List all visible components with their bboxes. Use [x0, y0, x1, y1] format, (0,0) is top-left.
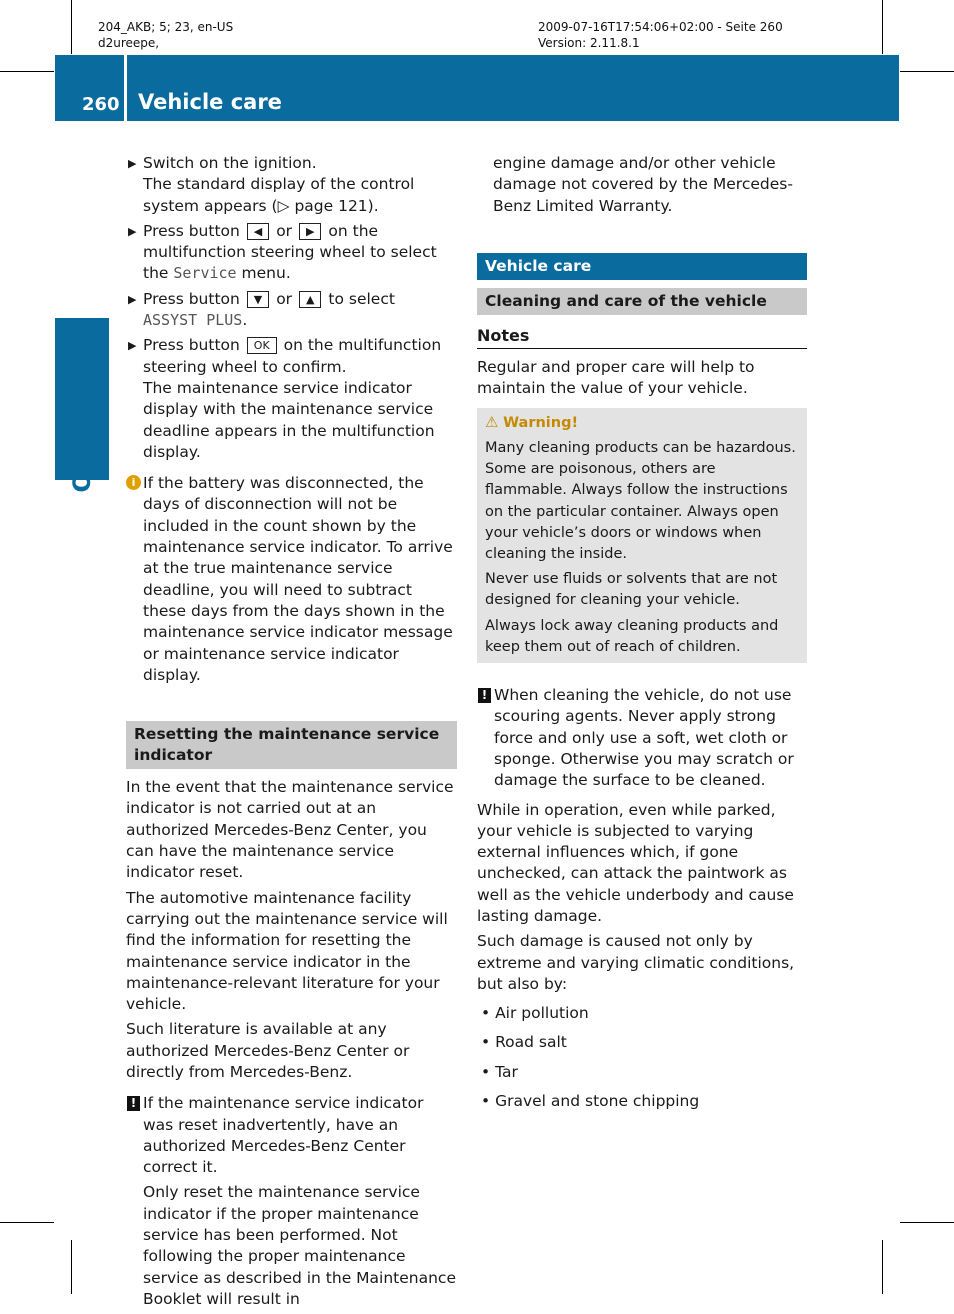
list-item: • Gravel and stone chipping: [481, 1092, 700, 1111]
section-heading-vehicle-care: Vehicle care: [477, 253, 807, 280]
info-text: If the battery was disconnected, the days of disconnection will not be included in the count shown by the maintenance service indicator. To arrive at the true maintenance service deadline, you will need to subtract these days from the days shown in the maintenance service indicator message or maintenance service indicator display.: [143, 474, 453, 684]
list-item: • Road salt: [481, 1033, 567, 1052]
paragraph: Regular and proper care will help to maintain the value of your vehicle.: [477, 358, 755, 398]
step-result: The maintenance service indicator display with the maintenance service deadline appears in the multifunction display.: [143, 378, 435, 461]
step-text: Switch on the ignition.: [143, 154, 317, 172]
exclamation-icon: !: [478, 688, 491, 703]
right-arrow-key: ▶: [299, 223, 321, 240]
section-heading-reset: Resetting the maintenance service indicator: [126, 721, 457, 769]
header-separator: [124, 55, 127, 121]
meta-left-line2: d2ureepe,: [98, 36, 160, 50]
step-arrow-icon: ▶: [128, 157, 137, 170]
paragraph: While in operation, even while parked, your vehicle is subjected to varying external influences which, if gone unchecked, can attack the paintwork as well as the vehicle underbody and cause lasting damage.: [477, 800, 794, 925]
step-ignition: [126, 153, 457, 217]
list-item-text: Tar: [495, 1062, 518, 1081]
caution-note: [477, 685, 807, 791]
crop-mark: [71, 0, 72, 54]
step-assyst-plus: [126, 289, 457, 332]
ok-key: OK: [247, 337, 277, 354]
step-text: Press button: [143, 289, 240, 308]
warning-box: [477, 408, 807, 663]
list-item: • Tar: [481, 1062, 518, 1081]
caution-text: Only reset the maintenance service indicator if the proper maintenance service has been performed. Not following the proper maintenance service as described in the Maintenance Booklet will result in: [143, 1183, 456, 1308]
step-text: to select: [328, 289, 395, 308]
side-tab-label: Operation: [68, 357, 96, 493]
step-confirm: [126, 335, 457, 463]
page-number: 260: [82, 94, 120, 115]
crop-mark: [71, 1240, 72, 1294]
crop-mark: [0, 71, 54, 72]
step-arrow-icon: ▶: [128, 292, 137, 306]
notes-heading: Notes: [477, 325, 807, 349]
step-result: The standard display of the control system appears (▷ page 121).: [143, 175, 415, 215]
print-meta-right: [538, 19, 783, 51]
step-arrow-icon: ▶: [128, 339, 137, 353]
list-item-text: Gravel and stone chipping: [495, 1092, 700, 1111]
step-service-menu: [126, 221, 457, 285]
right-column: [477, 153, 807, 1120]
exclamation-icon: !: [127, 1096, 140, 1111]
crop-mark: [0, 1222, 54, 1223]
continuation-text: engine damage and/or other vehicle damage not covered by the Mercedes-Benz Limited Warranty.: [493, 154, 793, 215]
service-menu-label: Service: [173, 264, 237, 283]
paragraph: Such damage is caused not only by extreme and varying climatic conditions, but also by:: [477, 932, 795, 993]
step-text: Press button: [143, 221, 240, 240]
info-note: [126, 473, 457, 686]
left-column: [126, 153, 457, 1314]
or-text: or: [276, 221, 293, 240]
step-text: on the multifunction steering wheel to select the: [143, 221, 437, 283]
assyst-plus-label: ASSYST PLUS: [143, 311, 243, 330]
warning-text: Always lock away cleaning products and keep them out of reach of children.: [485, 617, 779, 655]
meta-right-line1: 2009-07-16T17:54:06+02:00 - Seite 260: [538, 20, 783, 34]
step-text: Press button: [143, 336, 240, 355]
caution-note: [126, 1093, 457, 1310]
crop-mark: [900, 1222, 954, 1223]
print-meta-left: [98, 19, 233, 51]
caution-text: When cleaning the vehicle, do not use scouring agents. Never apply strong force and only use a soft, wet cloth or sponge. Otherwise you may scratch or damage the surface to be cleaned.: [494, 686, 794, 790]
step-arrow-icon: ▶: [128, 224, 137, 238]
caution-text: If the maintenance service indicator was reset inadvertently, have an authorized Mercedes-Benz Center correct it.: [143, 1094, 424, 1177]
paragraph: In the event that the maintenance service indicator is not carried out at an authorized Mercedes-Benz Center, you can have the maintenance service indicator reset.: [126, 778, 454, 882]
up-arrow-key: ▲: [299, 291, 321, 308]
warning-title: Warning!: [503, 414, 579, 431]
or-text: or: [276, 289, 293, 308]
warning-text: Never use fluids or solvents that are not designed for cleaning your vehicle.: [485, 571, 778, 609]
step-text: .: [242, 311, 248, 330]
list-item-text: Air pollution: [495, 1004, 589, 1023]
meta-right-line2: Version: 2.11.8.1: [538, 36, 640, 50]
left-arrow-key: ◀: [247, 223, 269, 240]
step-text: menu.: [241, 264, 291, 283]
crop-mark: [882, 0, 883, 54]
warning-text: Many cleaning products can be hazardous. Some are poisonous, others are flammable. Always follow the instructions on the particular container. Always open your vehicle’s doors or windows when cleaning the inside.: [485, 439, 796, 562]
paragraph: The automotive maintenance facility carrying out the maintenance service will find the information for resetting the maintenance service indicator in the maintenance-relevant literature for your vehicle.: [126, 888, 448, 1014]
step-text: on the multifunction steering wheel to confirm.: [143, 336, 442, 376]
paragraph: Such literature is available at any authorized Mercedes-Benz Center or directly from Mercedes-Benz.: [126, 1020, 410, 1081]
list-item-text: Road salt: [495, 1033, 567, 1052]
subsection-heading-cleaning: Cleaning and care of the vehicle: [477, 288, 807, 315]
meta-left-line1: 204_AKB; 5; 23, en-US: [98, 20, 234, 34]
list-item: • Air pollution: [481, 1004, 589, 1023]
crop-mark: [882, 1240, 883, 1294]
down-arrow-key: ▼: [247, 291, 269, 308]
crop-mark: [900, 71, 954, 72]
warning-triangle-icon: ⚠: [485, 412, 499, 431]
page-title: Vehicle care: [138, 90, 282, 114]
info-icon: i: [126, 475, 141, 490]
